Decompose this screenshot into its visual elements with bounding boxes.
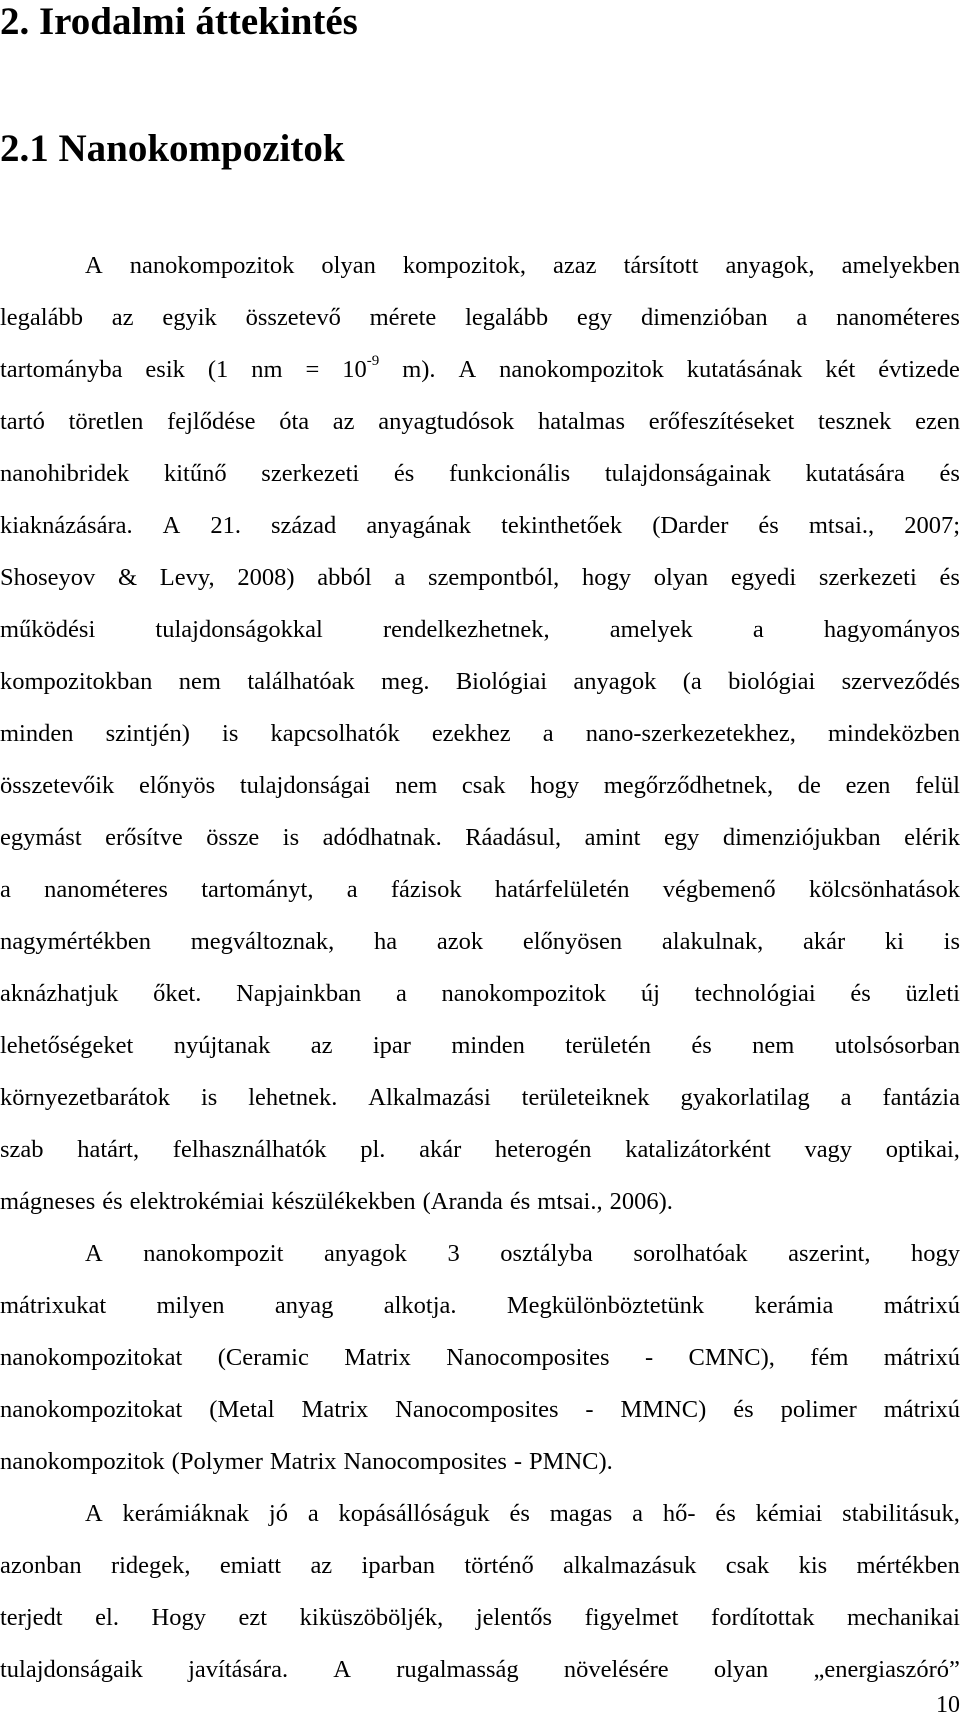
word: nagymértékben xyxy=(0,928,152,955)
word: „energiaszóró” xyxy=(813,1656,960,1683)
word: milyen xyxy=(156,1292,225,1319)
word: 2007; xyxy=(904,512,960,539)
text-line xyxy=(0,500,960,552)
word: tartó xyxy=(0,408,45,435)
word: nanokompozitokat xyxy=(0,1396,183,1423)
word: tulajdonságokkal xyxy=(155,616,323,643)
word: kitűnő xyxy=(163,460,227,487)
word: (Aranda xyxy=(422,1188,503,1215)
word: azaz xyxy=(553,252,597,279)
word: nem xyxy=(395,772,438,799)
word: csak xyxy=(461,772,506,799)
word: nem xyxy=(752,1032,795,1059)
word: kutatásának xyxy=(686,356,803,383)
word: de xyxy=(797,772,821,799)
word: anyagának xyxy=(366,512,472,539)
word: (Ceramic xyxy=(217,1344,309,1371)
text-line xyxy=(0,760,960,812)
text-line xyxy=(0,1644,960,1696)
word: nano-szerkezetekhez, xyxy=(585,720,796,747)
word: kölcsönhatások xyxy=(808,876,960,903)
word: akár xyxy=(802,928,846,955)
word: üzleti xyxy=(905,980,960,1007)
word: Biológiai xyxy=(455,668,548,695)
word: fejlődése xyxy=(167,408,256,435)
word: végbemenő xyxy=(662,876,776,903)
word: CMNC), xyxy=(688,1344,775,1371)
word: kerámiáknak xyxy=(122,1500,250,1527)
word: (1 xyxy=(207,356,229,383)
word: is xyxy=(222,720,239,747)
word: előnyösen xyxy=(522,928,623,955)
word: a xyxy=(395,980,407,1007)
word: nanométeres xyxy=(44,876,168,903)
word: m). xyxy=(402,356,436,383)
word: szerkezeti xyxy=(261,460,360,487)
word: pl. xyxy=(360,1136,386,1163)
word: legalább xyxy=(0,304,83,331)
text-line xyxy=(0,1384,960,1436)
word: mindeközben xyxy=(827,720,960,747)
word: Nanocomposites xyxy=(395,1396,559,1423)
word: az xyxy=(332,408,355,435)
word: kiaknázására. xyxy=(0,512,133,539)
word: mérete xyxy=(369,304,437,331)
word: század xyxy=(271,512,337,539)
word: mátrixukat xyxy=(0,1292,107,1319)
text-line xyxy=(0,968,960,1020)
text-line xyxy=(0,1072,960,1124)
word: A xyxy=(85,252,103,279)
word: az xyxy=(310,1552,333,1579)
word: amelyekben xyxy=(841,252,960,279)
word: mágneses xyxy=(0,1188,96,1215)
text-line xyxy=(0,292,960,344)
word: egymást xyxy=(0,824,82,851)
word: Ráadásul, xyxy=(465,824,562,851)
section-title: 2.1 Nanokompozitok xyxy=(0,127,345,170)
word: dimenziójukban xyxy=(722,824,881,851)
word: ridegek, xyxy=(110,1552,191,1579)
word: rendelkezhetnek, xyxy=(382,616,550,643)
word: ki xyxy=(884,928,904,955)
text-line xyxy=(0,1020,960,1072)
word: szempontból, xyxy=(427,564,560,591)
word: nanokompozitok xyxy=(0,1448,165,1475)
word: kis xyxy=(798,1552,828,1579)
word: sorolhatóak xyxy=(633,1240,748,1267)
word: tulajdonságainak xyxy=(604,460,771,487)
word: ezekhez xyxy=(431,720,511,747)
word: kapcsolhatók xyxy=(270,720,400,747)
word: össze xyxy=(206,824,260,851)
word: fém xyxy=(810,1344,849,1371)
text-line xyxy=(0,812,960,864)
word: amelyek xyxy=(609,616,693,643)
word: olyan xyxy=(653,564,709,591)
word: jó xyxy=(268,1500,288,1527)
word: A xyxy=(85,1240,103,1267)
word: emiatt xyxy=(219,1552,282,1579)
word: nanokompozit xyxy=(143,1240,284,1267)
word: kémiai xyxy=(755,1500,823,1527)
word: kutatására xyxy=(805,460,905,487)
word: lehetőségeket xyxy=(0,1032,134,1059)
word: Alkalmazási xyxy=(368,1084,491,1111)
word: abból xyxy=(317,564,372,591)
word: és xyxy=(102,1188,123,1215)
word: előnyös xyxy=(138,772,216,799)
word: és xyxy=(393,460,415,487)
word: mátrixú xyxy=(883,1344,960,1371)
word: azok xyxy=(436,928,484,955)
word: új xyxy=(640,980,660,1007)
word: fázisok xyxy=(390,876,462,903)
word: Matrix xyxy=(301,1396,369,1423)
word: mechanikai xyxy=(847,1604,960,1631)
word: a xyxy=(752,616,764,643)
word: szerveződés xyxy=(841,668,960,695)
word: növelésére xyxy=(563,1656,669,1683)
text-line xyxy=(0,1488,960,1540)
text-line xyxy=(0,864,960,916)
word: a xyxy=(307,1500,319,1527)
word: és xyxy=(691,1032,712,1059)
word: - xyxy=(513,1448,523,1475)
word: őket. xyxy=(153,980,202,1007)
text-line xyxy=(0,1436,960,1488)
word: akár xyxy=(419,1136,462,1163)
word: egyik xyxy=(162,304,217,331)
word: azonban xyxy=(0,1552,82,1579)
word: tartományba xyxy=(0,356,123,383)
word: alakulnak, xyxy=(661,928,764,955)
word: nanohibridek xyxy=(0,460,130,487)
word: tartományt, xyxy=(201,876,314,903)
word: egy xyxy=(576,304,613,331)
word: és xyxy=(758,512,779,539)
word: iparban xyxy=(361,1552,435,1579)
word: gyakorlatilag xyxy=(680,1084,810,1111)
text-line xyxy=(0,604,960,656)
text-line xyxy=(0,916,960,968)
word: (a xyxy=(682,668,702,695)
word: Levy, xyxy=(159,564,215,591)
word: MMNC) xyxy=(620,1396,707,1423)
text-line xyxy=(0,1280,960,1332)
word: 21. xyxy=(210,512,241,539)
text-line xyxy=(0,1592,960,1644)
word: ipar xyxy=(372,1032,411,1059)
paragraph xyxy=(0,1488,960,1696)
word: a xyxy=(394,564,406,591)
text-line xyxy=(0,708,960,760)
word: ezt xyxy=(238,1604,268,1631)
word: esik xyxy=(145,356,185,383)
word: hő- xyxy=(662,1500,696,1527)
word: Megkülönböztetünk xyxy=(506,1292,705,1319)
word: mátrixú xyxy=(883,1396,960,1423)
word: elérik xyxy=(904,824,960,851)
word: szerkezeti xyxy=(818,564,917,591)
word: = xyxy=(305,356,320,383)
word: Nanocomposites xyxy=(343,1448,507,1475)
word: töretlen xyxy=(68,408,144,435)
word: csak xyxy=(725,1552,770,1579)
word: dimenzióban xyxy=(641,304,768,331)
word: és xyxy=(509,1188,531,1215)
word: tulajdonságai xyxy=(239,772,371,799)
word: Hogy xyxy=(151,1604,206,1631)
word: nm xyxy=(251,356,283,383)
word: környezetbarátok xyxy=(0,1084,171,1111)
word: felül xyxy=(915,772,960,799)
word: jelentős xyxy=(475,1604,553,1631)
word: polimer xyxy=(780,1396,857,1423)
word: felhasználhatók xyxy=(172,1136,327,1163)
text-line xyxy=(0,552,960,604)
word: erősítve xyxy=(105,824,183,851)
word: és xyxy=(939,564,960,591)
word: olyan xyxy=(321,252,376,279)
chapter-title: 2. Irodalmi áttekintés xyxy=(0,0,358,43)
word: készülékekben xyxy=(271,1188,416,1215)
word: megőrződhetnek, xyxy=(603,772,774,799)
word: figyelmet xyxy=(584,1604,679,1631)
word: óta xyxy=(279,408,310,435)
word: tekinthetőek xyxy=(501,512,623,539)
word: anyagtudósok xyxy=(378,408,515,435)
word: és xyxy=(850,980,871,1007)
word: nanokompozitok xyxy=(499,356,664,383)
word: anyag xyxy=(274,1292,334,1319)
word: a xyxy=(346,876,358,903)
word: aknázhatjuk xyxy=(0,980,119,1007)
word: megváltoznak, xyxy=(190,928,335,955)
word: területeiknek xyxy=(521,1084,650,1111)
word: ezen xyxy=(845,772,891,799)
word: erőfeszítéseket xyxy=(648,408,795,435)
word: szintjén) xyxy=(105,720,190,747)
word: hogy xyxy=(530,772,580,799)
word: 2006). xyxy=(609,1188,673,1215)
word: hogy xyxy=(581,564,631,591)
word: kiküszöböljék, xyxy=(299,1604,444,1631)
word: találhatóak xyxy=(247,668,355,695)
word: Shoseyov xyxy=(0,564,96,591)
word: A xyxy=(162,512,181,539)
text-line xyxy=(0,1176,960,1228)
word: anyagok xyxy=(323,1240,407,1267)
word: évtizede xyxy=(878,356,960,383)
word: osztályba xyxy=(500,1240,593,1267)
word: terjedt xyxy=(0,1604,63,1631)
word: - xyxy=(585,1396,594,1423)
word: (Metal xyxy=(209,1396,275,1423)
word: az xyxy=(310,1032,333,1059)
word: alkalmazásuk xyxy=(563,1552,697,1579)
page-number: 10 xyxy=(936,1692,960,1718)
word: mtsai., xyxy=(537,1188,603,1215)
word: A xyxy=(458,356,477,383)
word: nanométeres xyxy=(836,304,960,331)
word: javítására. xyxy=(188,1656,289,1683)
word: két xyxy=(825,356,856,383)
word: minden xyxy=(451,1032,525,1059)
word: alkotja. xyxy=(383,1292,457,1319)
word: egy xyxy=(663,824,700,851)
word: hatalmas xyxy=(537,408,626,435)
word: nanokompozitokat xyxy=(0,1344,183,1371)
word: A xyxy=(333,1656,351,1683)
word: adódhatnak. xyxy=(322,824,442,851)
word: mtsai., xyxy=(808,512,875,539)
body-text xyxy=(0,240,960,1696)
word: katalizátorként xyxy=(625,1136,771,1163)
word: a xyxy=(840,1084,852,1111)
word: olyan xyxy=(713,1656,769,1683)
word: legalább xyxy=(465,304,549,331)
word: magas xyxy=(549,1500,613,1527)
word: optikai, xyxy=(885,1136,960,1163)
word: fantázia xyxy=(882,1084,960,1111)
word: (Polymer xyxy=(171,1448,263,1475)
word: el. xyxy=(95,1604,119,1631)
word: szab xyxy=(0,1136,44,1163)
word: a xyxy=(0,876,11,903)
word: heterogén xyxy=(494,1136,592,1163)
word: fordítottak xyxy=(711,1604,815,1631)
word: 3 xyxy=(447,1240,460,1267)
word: és xyxy=(733,1396,754,1423)
text-line xyxy=(0,1124,960,1176)
text-line xyxy=(0,1228,960,1280)
word: és xyxy=(939,460,960,487)
word: határfelületén xyxy=(494,876,630,903)
word: összetevő xyxy=(245,304,341,331)
word: Nanocomposites xyxy=(446,1344,610,1371)
paragraph xyxy=(0,1228,960,1488)
word: kompozitok, xyxy=(402,252,527,279)
word: aszerint, xyxy=(788,1240,871,1267)
word: Napjainkban xyxy=(236,980,362,1007)
word: és xyxy=(715,1500,736,1527)
word: egyedi xyxy=(730,564,797,591)
word: utolsósorban xyxy=(834,1032,960,1059)
word: ezen xyxy=(915,408,960,435)
word: (Darder xyxy=(652,512,729,539)
word: anyagok, xyxy=(725,252,815,279)
word: nem xyxy=(178,668,221,695)
word: elektrokémiai xyxy=(129,1188,265,1215)
word: a xyxy=(542,720,554,747)
word: történő xyxy=(464,1552,534,1579)
text-line xyxy=(0,656,960,708)
word: mértékben xyxy=(856,1552,960,1579)
paragraph xyxy=(0,240,960,1228)
word: határt, xyxy=(77,1136,140,1163)
text-line xyxy=(0,396,960,448)
word: biológiai xyxy=(728,668,816,695)
word: Matrix xyxy=(269,1448,337,1475)
word: kompozitokban xyxy=(0,668,153,695)
word: nanokompozitok xyxy=(441,980,607,1007)
word: nanokompozitok xyxy=(129,252,295,279)
text-line xyxy=(0,240,960,292)
word: mátrixú xyxy=(883,1292,960,1319)
word: hogy xyxy=(911,1240,960,1267)
word: - xyxy=(644,1344,654,1371)
word: a xyxy=(796,304,808,331)
text-line xyxy=(0,448,960,500)
word: és xyxy=(509,1500,530,1527)
text-line xyxy=(0,1540,960,1592)
word: A xyxy=(85,1500,103,1527)
word: összetevőik xyxy=(0,772,115,799)
word: PMNC). xyxy=(529,1448,613,1475)
text-line xyxy=(0,1332,960,1384)
word: nyújtanak xyxy=(173,1032,271,1059)
word: társított xyxy=(623,252,699,279)
word: tesznek xyxy=(817,408,892,435)
word: működési xyxy=(0,616,96,643)
text-line xyxy=(0,344,960,396)
word: az xyxy=(111,304,134,331)
word: Matrix xyxy=(344,1344,411,1371)
word: lehetnek. xyxy=(248,1084,338,1111)
word: is xyxy=(282,824,300,851)
word: amint xyxy=(584,824,641,851)
word: meg. xyxy=(381,668,430,695)
word: minden xyxy=(0,720,74,747)
word: anyagok xyxy=(573,668,657,695)
word: területén xyxy=(565,1032,651,1059)
word: & xyxy=(118,564,138,591)
word: 2008) xyxy=(237,564,295,591)
word: rugalmasság xyxy=(396,1656,519,1683)
word: funkcionális xyxy=(449,460,571,487)
word: $10^{-9}$ xyxy=(342,353,380,383)
word: is xyxy=(943,928,960,955)
word: a xyxy=(632,1500,644,1527)
word: tulajdonságaik xyxy=(0,1656,143,1683)
word: is xyxy=(200,1084,218,1111)
word: hagyományos xyxy=(823,616,960,643)
word: kerámia xyxy=(754,1292,834,1319)
word: vagy xyxy=(804,1136,853,1163)
word: stabilitásuk, xyxy=(842,1500,960,1527)
word: technológiai xyxy=(694,980,816,1007)
word: ha xyxy=(374,928,398,955)
word: kopásállóságuk xyxy=(338,1500,490,1527)
